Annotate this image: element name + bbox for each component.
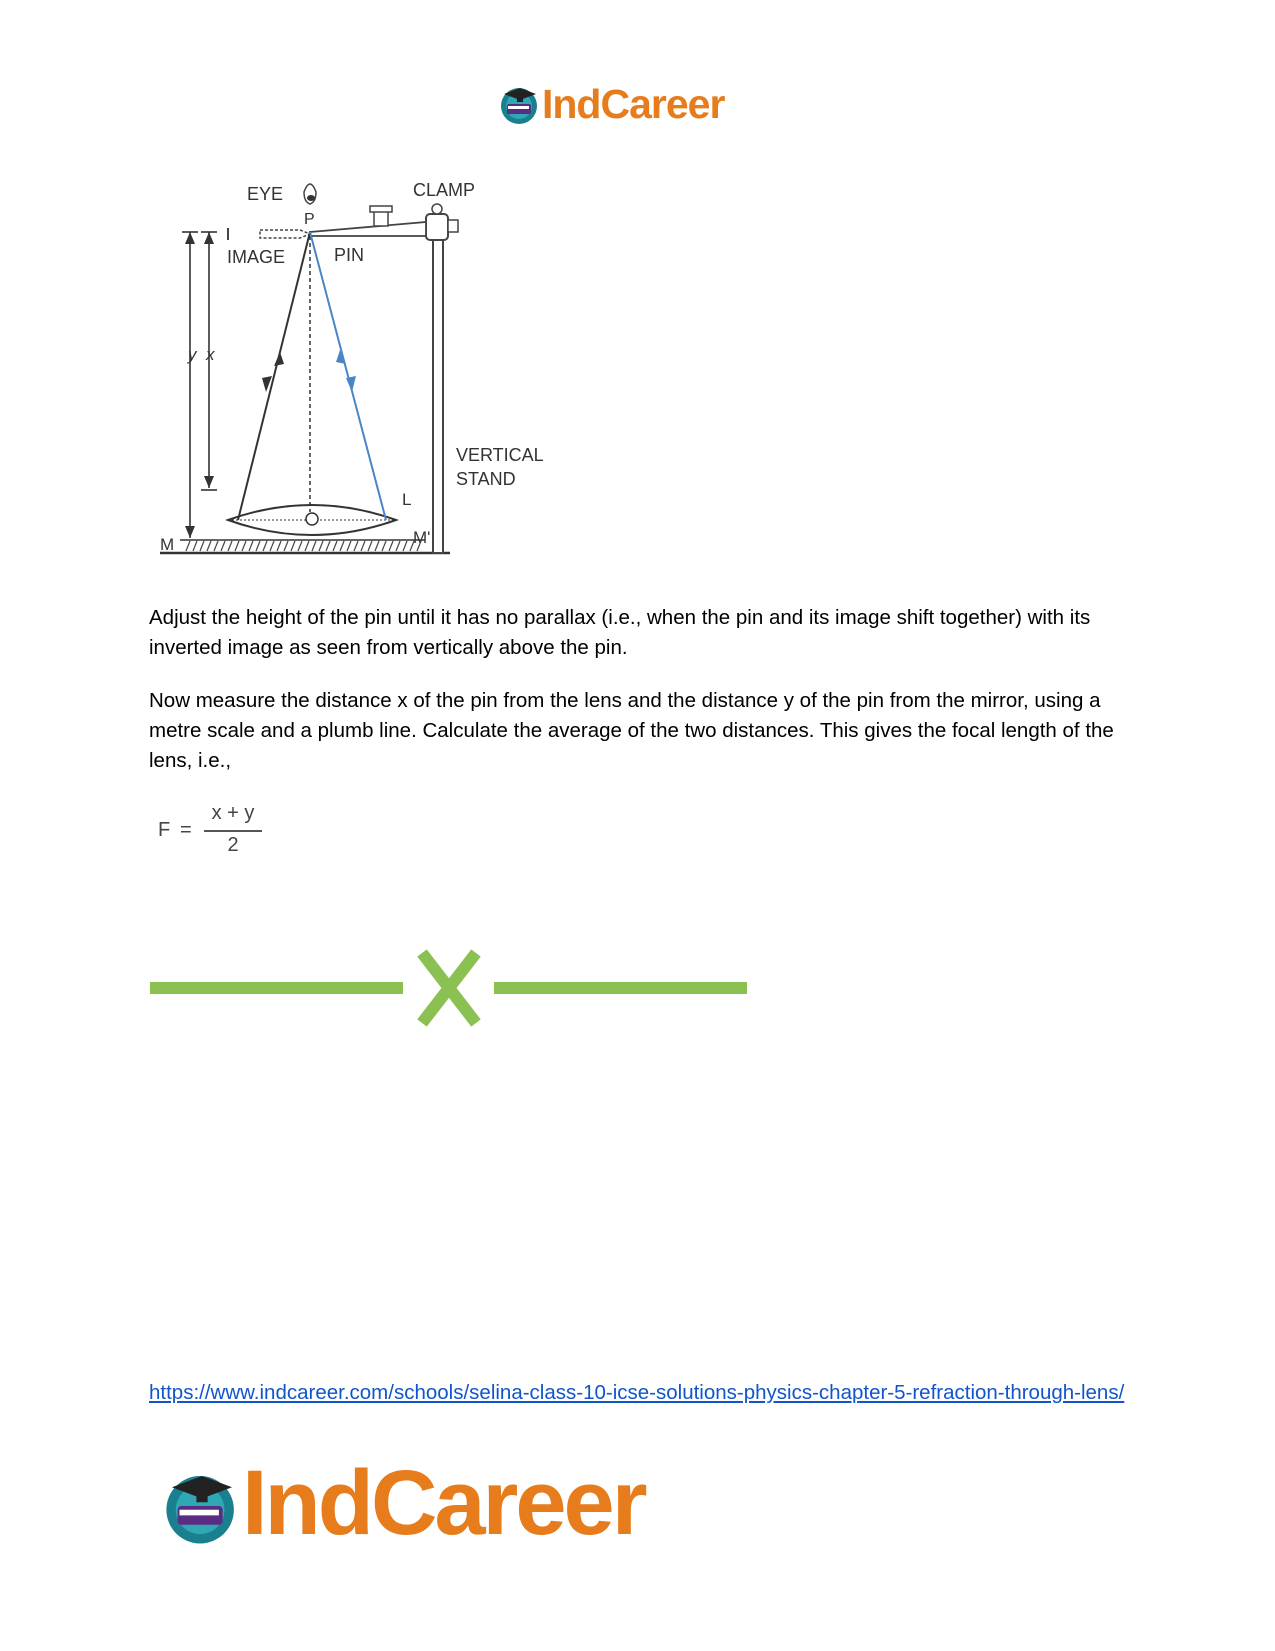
label-x: x bbox=[206, 345, 215, 364]
label-pin: PIN bbox=[334, 245, 365, 265]
paragraph-parallax: Adjust the height of the pin until it has no parallax (i.e., when the pin and its image shift together) with its inverted image as seen from vertically above the pin. bbox=[149, 606, 1091, 659]
footer-source-link[interactable]: https://www.indcareer.com/schools/selina-class-10-icse-solutions-physics-chapter-5-refraction-through-lens/ bbox=[149, 1381, 1125, 1404]
lens-mirror-diagram bbox=[150, 170, 590, 570]
formula-denominator: 2 bbox=[227, 834, 239, 856]
logo-globe-icon bbox=[498, 80, 542, 128]
divider-left-bar bbox=[150, 982, 403, 994]
header-logo bbox=[498, 78, 788, 130]
label-stand: STAND bbox=[456, 469, 516, 489]
label-y: y bbox=[188, 345, 197, 364]
label-eye: EYE bbox=[247, 184, 284, 204]
label-image: IMAGE bbox=[227, 247, 286, 267]
header-logo-text: IndCareer bbox=[542, 81, 725, 127]
label-vertical: VERTICAL bbox=[456, 445, 544, 465]
lens-center bbox=[306, 513, 318, 525]
formula-lhs: F bbox=[158, 819, 171, 841]
divider-right-bar bbox=[494, 982, 747, 994]
divider-x-icon bbox=[422, 953, 476, 1023]
footer-logo-globe-icon bbox=[160, 1461, 244, 1551]
paragraph-measurement: Now measure the distance x of the pin from the lens and the distance y of the pin from the mirror, using a metre scale and a plumb line. Calculate the average of the two distances. This gives the focal length of the lens, i.e., bbox=[149, 689, 1114, 772]
ground-hatching bbox=[186, 541, 421, 551]
ray-blue bbox=[310, 232, 386, 520]
label-p: P bbox=[304, 211, 315, 228]
eye-icon bbox=[304, 184, 316, 204]
footer-logo-text: IndCareer bbox=[242, 1452, 645, 1554]
pin-holder-arm bbox=[310, 222, 426, 236]
footer-logo bbox=[160, 1452, 700, 1555]
focal-length-formula bbox=[156, 802, 266, 862]
vertical-stand bbox=[433, 232, 443, 553]
label-l: L bbox=[402, 490, 412, 509]
clamp bbox=[426, 214, 448, 240]
formula-fraction-bar bbox=[204, 830, 262, 832]
label-clamp: CLAMP bbox=[413, 180, 476, 200]
label-m: M bbox=[160, 535, 175, 554]
label-m-prime: M' bbox=[413, 528, 431, 547]
formula-equals: = bbox=[180, 819, 192, 841]
formula-numerator: x + y bbox=[211, 802, 255, 824]
pin-image bbox=[260, 230, 310, 238]
section-divider bbox=[150, 948, 750, 1028]
ray-dark bbox=[238, 232, 310, 520]
